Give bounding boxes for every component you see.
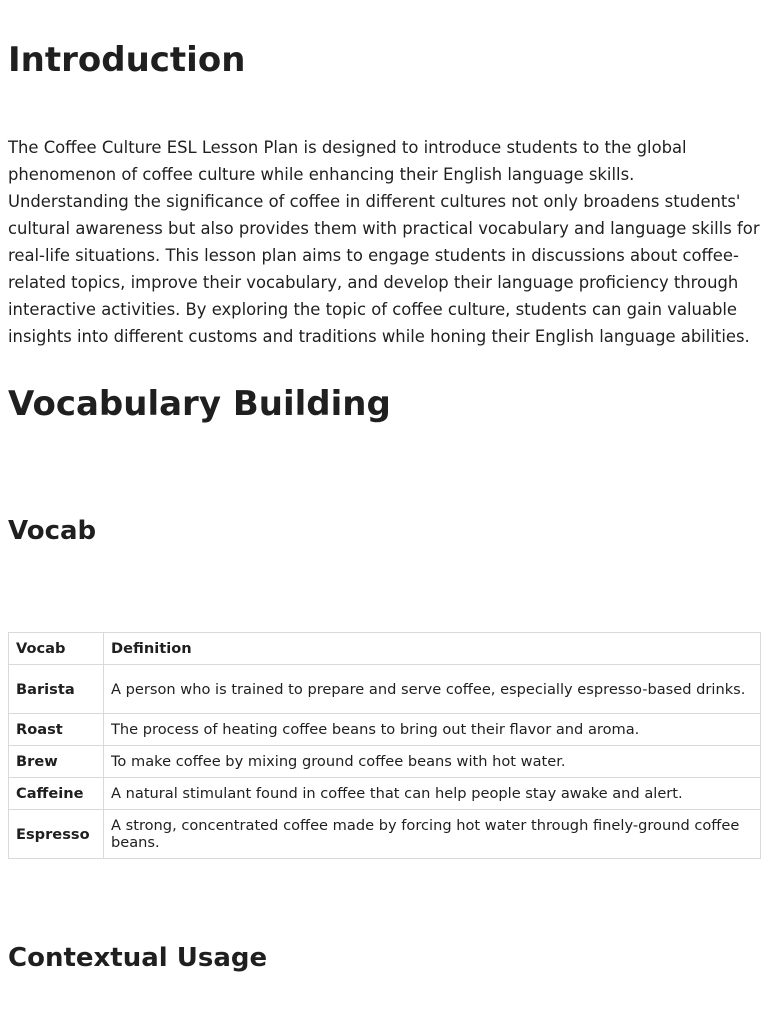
vocab-term: Barista [9,665,104,714]
contextual-usage-heading: Contextual Usage [8,943,268,973]
vocabulary-building-heading: Vocabulary Building [8,384,391,424]
vocab-subheading: Vocab [8,516,97,546]
introduction-paragraph: The Coffee Culture ESL Lesson Plan is designed to introduce students to the global phenomenon of coffee culture while enhancing their English language skills. Understanding the significance of coffee in different cultures not only broadens students' cultural awareness but also provides them with practical vocabulary and language skills for real-life situations. This lesson plan aims to engage students in discussions about coffee-related topics, improve their vocabulary, and develop their language proficiency through interactive activities. By exploring the topic of coffee culture, students can gain valuable insights into different customs and traditions while honing their English language abilities. [8,138,760,346]
vocab-definition: A person who is trained to prepare and serve coffee, especially espresso-based drinks. [104,665,761,714]
table-row [9,714,761,746]
vocab-term: Roast [9,714,104,746]
vocab-term: Caffeine [9,778,104,810]
vocab-definition: The process of heating coffee beans to bring out their flavor and aroma. [104,714,761,746]
table-row [9,746,761,778]
vocab-table-header-row [9,633,761,665]
vocab-definition: To make coffee by mixing ground coffee beans with hot water. [104,746,761,778]
introduction-heading: Introduction [8,40,246,80]
vocab-table [8,632,761,859]
table-row [9,665,761,714]
vocab-column-header: Vocab [9,633,104,665]
vocab-definition: A natural stimulant found in coffee that can help people stay awake and alert. [104,778,761,810]
definition-column-header: Definition [104,633,761,665]
vocab-definition: A strong, concentrated coffee made by forcing hot water through finely-ground coffee beans. [104,810,761,859]
table-row [9,810,761,859]
table-row [9,778,761,810]
vocab-term: Espresso [9,810,104,859]
vocab-term: Brew [9,746,104,778]
